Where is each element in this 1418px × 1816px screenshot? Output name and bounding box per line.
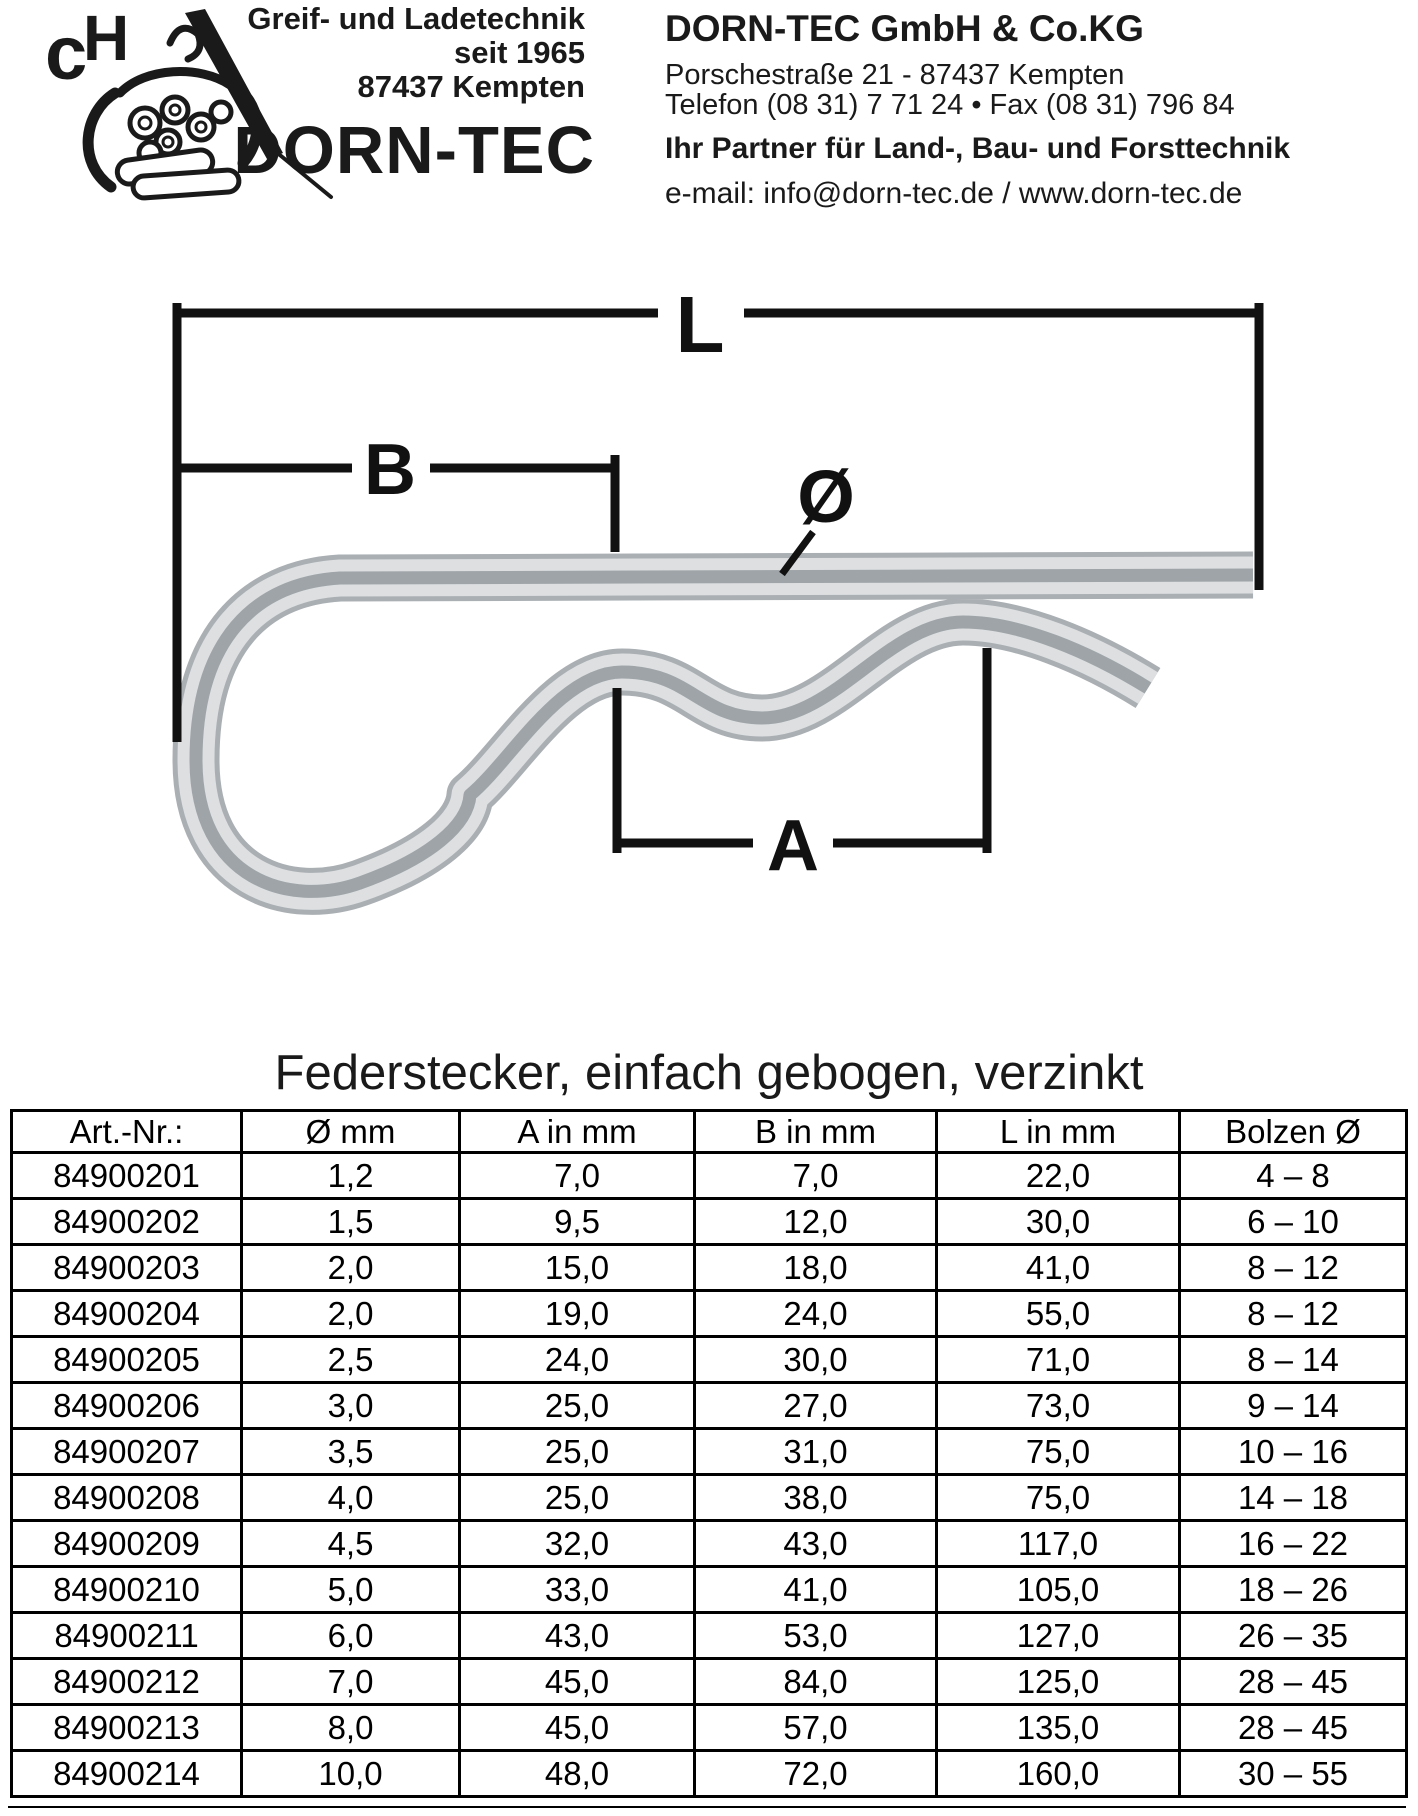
table-cell: 26 – 35 xyxy=(1180,1613,1407,1659)
table-cell: 6 – 10 xyxy=(1180,1199,1407,1245)
table-cell: 43,0 xyxy=(460,1613,695,1659)
company-name: DORN-TEC GmbH & Co.KG xyxy=(665,8,1144,49)
logo-monogram-c: c xyxy=(45,11,88,96)
logo-monogram-h: H xyxy=(83,5,130,74)
table-row xyxy=(12,1705,1407,1751)
page-bottom-rule xyxy=(8,1806,1406,1808)
table-cell: 4 – 8 xyxy=(1180,1153,1407,1199)
column-header: A in mm xyxy=(460,1111,695,1153)
table-cell: 8 – 12 xyxy=(1180,1245,1407,1291)
table-cell: 14 – 18 xyxy=(1180,1475,1407,1521)
table-cell: 57,0 xyxy=(695,1705,937,1751)
table-row xyxy=(12,1153,1407,1199)
technical-drawing xyxy=(0,280,1418,960)
table-cell: 135,0 xyxy=(937,1705,1180,1751)
table-cell: 160,0 xyxy=(937,1751,1180,1797)
table-cell: 84900204 xyxy=(12,1291,242,1337)
table-cell: 38,0 xyxy=(695,1475,937,1521)
table-cell: 55,0 xyxy=(937,1291,1180,1337)
table-cell: 8 – 14 xyxy=(1180,1337,1407,1383)
table-cell: 84,0 xyxy=(695,1659,937,1705)
table-cell: 10 – 16 xyxy=(1180,1429,1407,1475)
table-cell: 117,0 xyxy=(937,1521,1180,1567)
table-row xyxy=(12,1567,1407,1613)
column-header: Bolzen Ø xyxy=(1180,1111,1407,1153)
table-cell: 2,0 xyxy=(242,1291,460,1337)
table-cell: 25,0 xyxy=(460,1475,695,1521)
table-cell: 7,0 xyxy=(460,1153,695,1199)
table-cell: 16 – 22 xyxy=(1180,1521,1407,1567)
company-email-web: e-mail: info@dorn-tec.de / www.dorn-tec.de xyxy=(665,177,1243,210)
logo-claw-left xyxy=(88,93,115,187)
table-cell: 31,0 xyxy=(695,1429,937,1475)
table-cell: 43,0 xyxy=(695,1521,937,1567)
table-row xyxy=(12,1199,1407,1245)
table-cell: 3,0 xyxy=(242,1383,460,1429)
table-cell: 28 – 45 xyxy=(1180,1705,1407,1751)
table-row xyxy=(12,1613,1407,1659)
table-cell: 84900201 xyxy=(12,1153,242,1199)
table-cell: 2,0 xyxy=(242,1245,460,1291)
table-cell: 15,0 xyxy=(460,1245,695,1291)
table-cell: 7,0 xyxy=(695,1153,937,1199)
logo-tagline xyxy=(180,2,585,104)
table-cell: 84900210 xyxy=(12,1567,242,1613)
table-cell: 30,0 xyxy=(695,1337,937,1383)
table-cell: 10,0 xyxy=(242,1751,460,1797)
table-cell: 12,0 xyxy=(695,1199,937,1245)
dim-label-L: L xyxy=(675,280,725,369)
company-info-block xyxy=(665,8,1405,210)
table-cell: 24,0 xyxy=(460,1337,695,1383)
table-cell: 75,0 xyxy=(937,1429,1180,1475)
table-cell: 45,0 xyxy=(460,1705,695,1751)
column-header: B in mm xyxy=(695,1111,937,1153)
table-cell: 4,0 xyxy=(242,1475,460,1521)
tagline-line-1: Greif- und Ladetechnik xyxy=(247,1,585,36)
table-cell: 30,0 xyxy=(937,1199,1180,1245)
table-cell: 72,0 xyxy=(695,1751,937,1797)
table-cell: 25,0 xyxy=(460,1429,695,1475)
table-cell: 127,0 xyxy=(937,1613,1180,1659)
table-cell: 71,0 xyxy=(937,1337,1180,1383)
table-cell: 84900209 xyxy=(12,1521,242,1567)
table-row xyxy=(12,1659,1407,1705)
table-cell: 2,5 xyxy=(242,1337,460,1383)
table-cell: 9,5 xyxy=(460,1199,695,1245)
table-cell: 48,0 xyxy=(460,1751,695,1797)
table-cell: 32,0 xyxy=(460,1521,695,1567)
dim-label-diameter: Ø xyxy=(797,455,855,538)
table-row xyxy=(12,1337,1407,1383)
table-cell: 84900203 xyxy=(12,1245,242,1291)
table-cell: 84900211 xyxy=(12,1613,242,1659)
table-cell: 84900212 xyxy=(12,1659,242,1705)
table-cell: 8,0 xyxy=(242,1705,460,1751)
table-row xyxy=(12,1521,1407,1567)
spec-table xyxy=(10,1109,1408,1798)
tagline-line-3: 87437 Kempten xyxy=(357,69,585,104)
table-cell: 1,5 xyxy=(242,1199,460,1245)
table-cell: 30 – 55 xyxy=(1180,1751,1407,1797)
table-cell: 18 – 26 xyxy=(1180,1567,1407,1613)
table-cell: 73,0 xyxy=(937,1383,1180,1429)
table-cell: 27,0 xyxy=(695,1383,937,1429)
tagline-line-2: seit 1965 xyxy=(454,35,585,70)
table-cell: 84900202 xyxy=(12,1199,242,1245)
table-cell: 45,0 xyxy=(460,1659,695,1705)
table-row xyxy=(12,1245,1407,1291)
column-header: L in mm xyxy=(937,1111,1180,1153)
table-row xyxy=(12,1383,1407,1429)
table-cell: 84900208 xyxy=(12,1475,242,1521)
table-cell: 84900207 xyxy=(12,1429,242,1475)
dim-label-B: B xyxy=(364,430,416,510)
brand-wordmark: DORN-TEC xyxy=(233,113,595,188)
table-row xyxy=(12,1291,1407,1337)
table-cell: 24,0 xyxy=(695,1291,937,1337)
product-title: Federstecker, einfach gebogen, verzinkt xyxy=(274,1046,1144,1100)
table-cell: 25,0 xyxy=(460,1383,695,1429)
table-cell: 105,0 xyxy=(937,1567,1180,1613)
column-header: Art.-Nr.: xyxy=(12,1111,242,1153)
table-cell: 1,2 xyxy=(242,1153,460,1199)
table-cell: 5,0 xyxy=(242,1567,460,1613)
column-header: Ø mm xyxy=(242,1111,460,1153)
company-phone-fax: Telefon (08 31) 7 71 24 • Fax (08 31) 796 84 xyxy=(665,89,1235,121)
dim-label-A: A xyxy=(767,806,819,886)
table-row xyxy=(12,1429,1407,1475)
table-cell: 84900214 xyxy=(12,1751,242,1797)
table-cell: 125,0 xyxy=(937,1659,1180,1705)
table-cell: 19,0 xyxy=(460,1291,695,1337)
table-cell: 41,0 xyxy=(695,1567,937,1613)
table-cell: 75,0 xyxy=(937,1475,1180,1521)
table-cell: 84900213 xyxy=(12,1705,242,1751)
table-cell: 8 – 12 xyxy=(1180,1291,1407,1337)
table-header-row xyxy=(12,1111,1407,1153)
company-slogan: Ihr Partner für Land-, Bau- und Forsttechnik xyxy=(665,132,1291,165)
table-cell: 41,0 xyxy=(937,1245,1180,1291)
table-cell: 22,0 xyxy=(937,1153,1180,1199)
table-cell: 3,5 xyxy=(242,1429,460,1475)
table-cell: 6,0 xyxy=(242,1613,460,1659)
table-cell: 53,0 xyxy=(695,1613,937,1659)
table-cell: 28 – 45 xyxy=(1180,1659,1407,1705)
table-cell: 4,5 xyxy=(242,1521,460,1567)
table-row xyxy=(12,1751,1407,1797)
table-cell: 84900206 xyxy=(12,1383,242,1429)
table-cell: 18,0 xyxy=(695,1245,937,1291)
table-cell: 7,0 xyxy=(242,1659,460,1705)
company-address: Porschestraße 21 - 87437 Kempten xyxy=(665,59,1125,91)
table-cell: 9 – 14 xyxy=(1180,1383,1407,1429)
table-cell: 33,0 xyxy=(460,1567,695,1613)
table-row xyxy=(12,1475,1407,1521)
table-cell: 84900205 xyxy=(12,1337,242,1383)
